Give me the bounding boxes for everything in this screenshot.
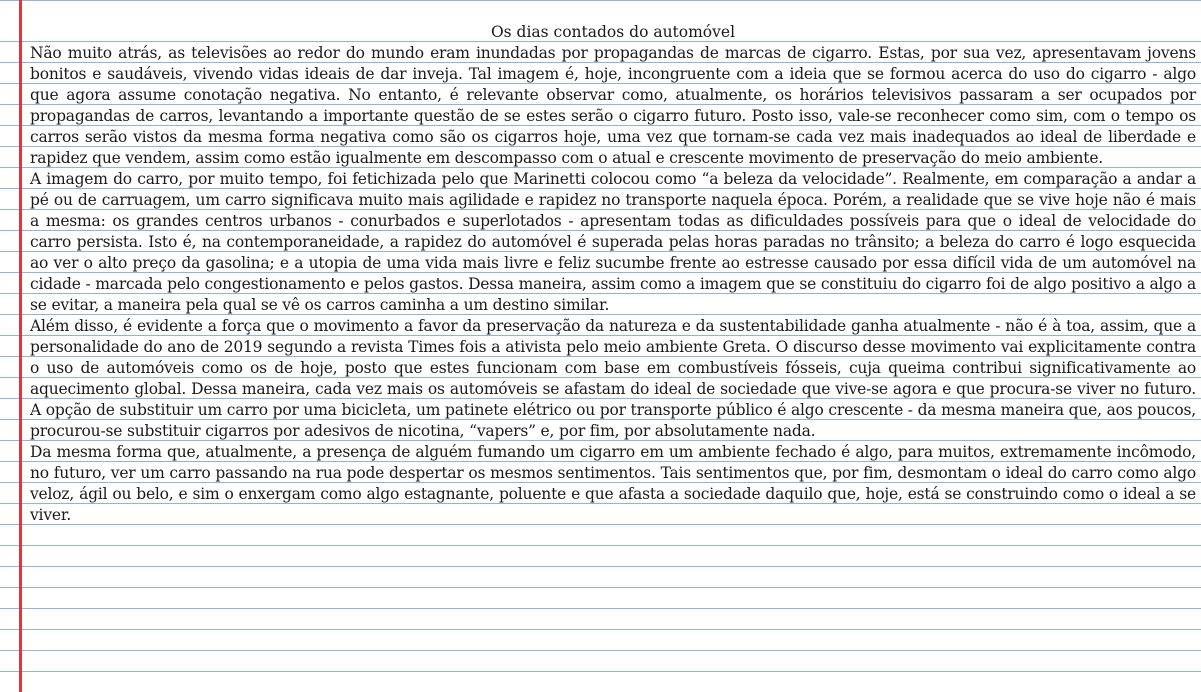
red-margin-line [19,0,22,692]
essay-title: Os dias contados do automóvel [490,23,736,41]
essay-paragraph-4: Da mesma forma que, atualmente, a presença de alguém fumando um cigarro em um ambiente fechado é algo, para muitos, extremamente incômodo, no futuro, ver um carro passando na rua pode despertar os mesmos sentimentos. Tais sentimentos que, por fim, desmontam o ideal do carro como algo veloz, ágil ou belo, e sim o enxergam como algo estagnante, poluente e que afasta a sociedade daquilo que, hoje, está se construindo como o ideal a se viver. [30,443,1196,524]
essay-paragraph-2: A imagem do carro, por muito tempo, foi fetichizada pelo que Marinetti colocou como “a beleza da velocidade”. Realmente, em comparação a andar a pé ou de carruagem, um carro significava muito mais agilidade e rapidez no transporte naquela época. Porém, a realidade que se vive hoje não é mais a mesma: os grandes centros urbanos - conurbados e superlotados - apresentam todas as dificuldades possíveis para que o ideal de velocidade do carro persista. Isto é, na contemporaneidade, a rapidez do automóvel é superada pelas horas paradas no trânsito; a beleza do carro é logo esquecida ao ver o alto preço da gasolina; e a utopia de uma vida mais livre e feliz sucumbe frente ao estresse causado por essa difícil vida de um automóvel na cidade - marcada pelo congestionamento e pelos gastos. Dessa maneira, assim como a imagem que se constituiu do cigarro foi de algo positivo a algo a se evitar, a maneira pela qual se vê os carros caminha a um destino similar. [30,170,1196,314]
essay-paragraph-3: Além disso, é evidente a força que o movimento a favor da preservação da natureza e da sustentabilidade ganha atualmente - não é à toa, assim, que a personalidade do ano de 2019 segundo a revista Times fois a ativista pelo meio ambiente Greta. O discurso desse movimento vai explicitamente contra o uso de automóveis como os de hoje, posto que estes funcionam com base em combustíveis fósseis, cuja queima contribui significativamente ao aquecimento global. Dessa maneira, cada vez mais os automóveis se afastam do ideal de sociedade que vive-se agora e que procura-se viver no futuro. A opção de substituir um carro por uma bicicleta, um patinete elétrico ou por transporte público é algo crescente - da mesma maneira que, aos poucos, procurou-se substituir cigarros por adesivos de nicotina, “vapers” e, por fim, por absolutamente nada. [30,317,1196,440]
essay-body [30,43,1196,526]
essay-paragraph-1: Não muito atrás, as televisões ao redor do mundo eram inundadas por propagandas de marcas de cigarro. Estas, por sua vez, apresentavam jovens bonitos e saudáveis, vivendo vidas ideais de dar inveja. Tal imagem é, hoje, incongruente com a ideia que se formou acerca do uso do cigarro - algo que agora assume conotação negativa. No entanto, é relevante observar como, atualmente, os horários televisivos passaram a ser ocupados por propagandas de carros, levantando a importante questão de se estes serão o cigarro futuro. Posto isso, vale-se reconhecer como sim, com o tempo os carros serão vistos da mesma forma negativa como são os cigarros hoje, uma vez que tornam-se cada vez mais inadequados ao ideal de liberdade e rapidez que vendem, assim como estão igualmente em descompasso com o atual e crescente movimento de preservação do meio ambiente. [30,44,1196,167]
